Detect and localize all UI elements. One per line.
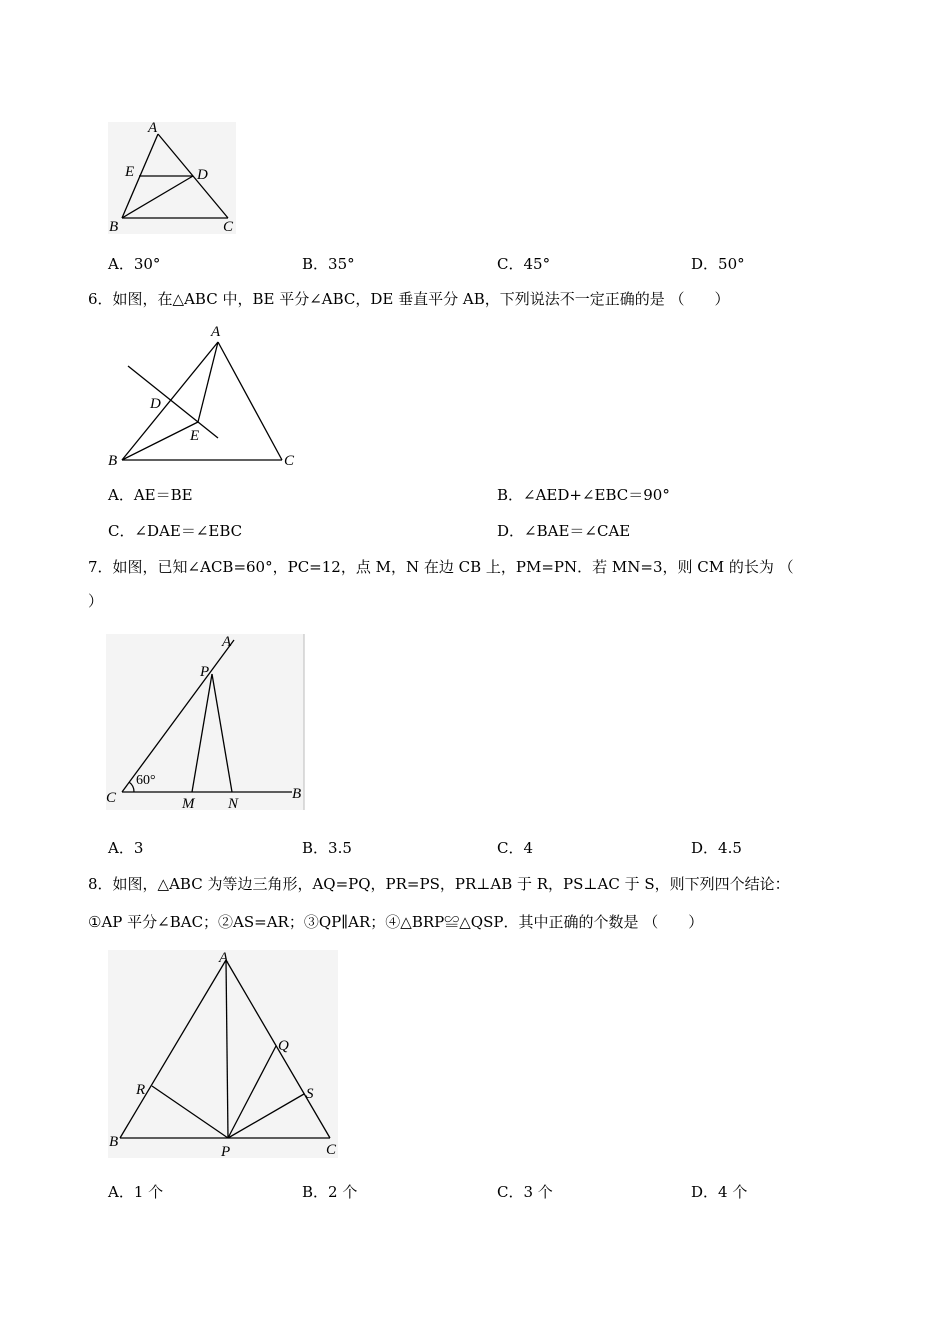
- q6-option-a: A．AE＝BE: [108, 486, 193, 504]
- q6-edge-ac: [218, 342, 282, 460]
- q5-figure: [108, 120, 238, 240]
- q6-edge-be: [122, 422, 198, 460]
- q5-label-e: E: [125, 164, 135, 180]
- q5-option-d: D．50°: [691, 255, 745, 273]
- q7-label-p: P: [200, 664, 210, 680]
- q8-label-s: S: [306, 1086, 314, 1102]
- q6-figure: [104, 320, 304, 470]
- q7-option-b: B．3.5: [302, 839, 352, 857]
- q5-label-c: C: [223, 219, 234, 235]
- q7-label-n: N: [228, 796, 239, 812]
- q6-question-text: 6．如图，在△ABC 中，BE 平分∠ABC，DE 垂直平分 AB，下列说法不一定正确的是 （ ）: [88, 290, 730, 308]
- q5-option-c: C．45°: [497, 255, 551, 273]
- q5-label-d: D: [197, 167, 208, 183]
- q6-label-b: B: [108, 453, 118, 469]
- q7-label-angle: 60°: [136, 773, 156, 788]
- q8-question-text-line1: 8．如图，△ABC 为等边三角形，AQ=PQ，PR=PS，PR⊥AB 于 R，PS⊥AC 于 S，则下列四个结论：: [88, 875, 790, 893]
- q5-label-a: A: [148, 120, 158, 136]
- q6-option-c: C．∠DAE＝∠EBC: [108, 522, 243, 540]
- q7-option-d: D．4.5: [691, 839, 742, 857]
- q8-option-c: C．3 个: [497, 1183, 553, 1201]
- q6-option-d: D．∠BAE＝∠CAE: [497, 522, 631, 540]
- q6-option-b: B．∠AED+∠EBC＝90°: [497, 486, 670, 504]
- q8-label-a: A: [219, 950, 229, 966]
- q8-question-text-line2: ①AP 平分∠BAC；②AS=AR；③QP∥AR；④△BRP≌△QSP．其中正确的个数是 （ ）: [88, 913, 704, 931]
- q7-label-a: A: [222, 634, 232, 650]
- q5-label-b: B: [109, 219, 119, 235]
- q8-option-d: D．4 个: [691, 1183, 748, 1201]
- q8-label-c: C: [326, 1142, 337, 1158]
- q6-label-c: C: [284, 453, 295, 469]
- q6-label-a: A: [211, 324, 221, 340]
- q8-figure: [106, 948, 342, 1162]
- q8-label-p: P: [221, 1144, 231, 1160]
- q8-label-r: R: [136, 1082, 146, 1098]
- q7-option-a: A．3: [108, 839, 144, 857]
- q6-label-e: E: [190, 428, 200, 444]
- q7-option-c: C．4: [497, 839, 534, 857]
- q7-question-text-line1: 7．如图，已知∠ACB=60°，PC=12，点 M，N 在边 CB 上，PM=PN．若 MN=3，则 CM 的长为 （: [88, 558, 794, 576]
- q5-option-b: B．35°: [302, 255, 355, 273]
- q5-option-a: A．30°: [108, 255, 161, 273]
- q7-label-m: M: [182, 796, 195, 812]
- q8-label-b: B: [109, 1134, 119, 1150]
- q8-option-b: B．2 个: [302, 1183, 358, 1201]
- q6-perp-bisector: [128, 366, 218, 438]
- q7-figure: [104, 630, 308, 812]
- q8-label-q: Q: [278, 1038, 289, 1054]
- q7-label-c: C: [106, 790, 117, 806]
- q7-question-text-line2: ）: [88, 592, 104, 610]
- q6-label-d: D: [150, 396, 161, 412]
- q8-option-a: A．1 个: [108, 1183, 164, 1201]
- q7-label-b: B: [292, 786, 302, 802]
